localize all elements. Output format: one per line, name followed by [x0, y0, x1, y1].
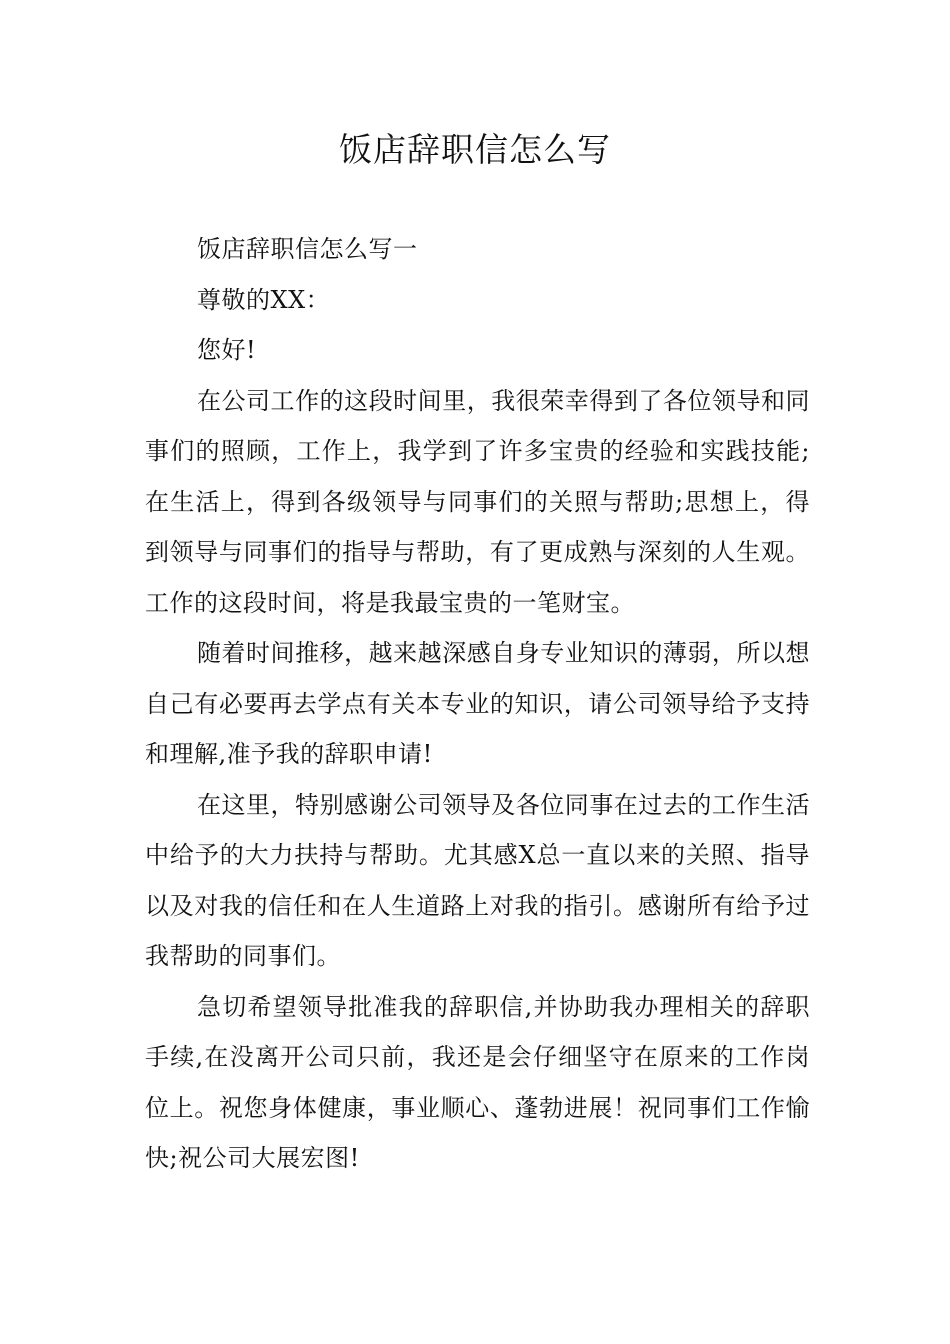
document-title: 饭店辞职信怎么写: [339, 130, 611, 169]
section-heading: 饭店辞职信怎么写一: [197, 235, 418, 263]
greeting: 您好!: [197, 336, 257, 364]
body-paragraph: 急切希望领导批准我的辞职信,并协助我办理相关的辞职手续,在没离开公司只前，我还是会仔细坚守在原来的工作岗位上。祝您身体健康，事业顺心、蓬勃进展！祝同事们工作愉快;祝公司大展宏图!: [145, 992, 810, 1172]
body-paragraph: 在公司工作的这段时间里，我很荣幸得到了各位领导和同事们的照顾，工作上，我学到了许多宝贵的经验和实践技能;在生活上，得到各级领导与同事们的关照与帮助;思想上，得到领导与同事们的指导与帮助，有了更成熟与深刻的人生观。工作的这段时间，将是我最宝贵的一笔财宝。: [145, 386, 810, 617]
body-paragraph: 在这里，特别感谢公司领导及各位同事在过去的工作生活中给予的大力扶持与帮助。尤其感X总一直以来的关照、指导以及对我的信任和在人生道路上对我的指引。感谢所有给予过我帮助的同事们。: [145, 790, 810, 970]
body-paragraph: 随着时间推移，越来越深感自身专业知识的薄弱，所以想自己有必要再去学点有关本专业的知识，请公司领导给予支持和理解,准予我的辞职申请!: [145, 639, 810, 768]
document-body: [145, 224, 810, 1184]
salutation: 尊敬的XX：: [197, 285, 331, 314]
